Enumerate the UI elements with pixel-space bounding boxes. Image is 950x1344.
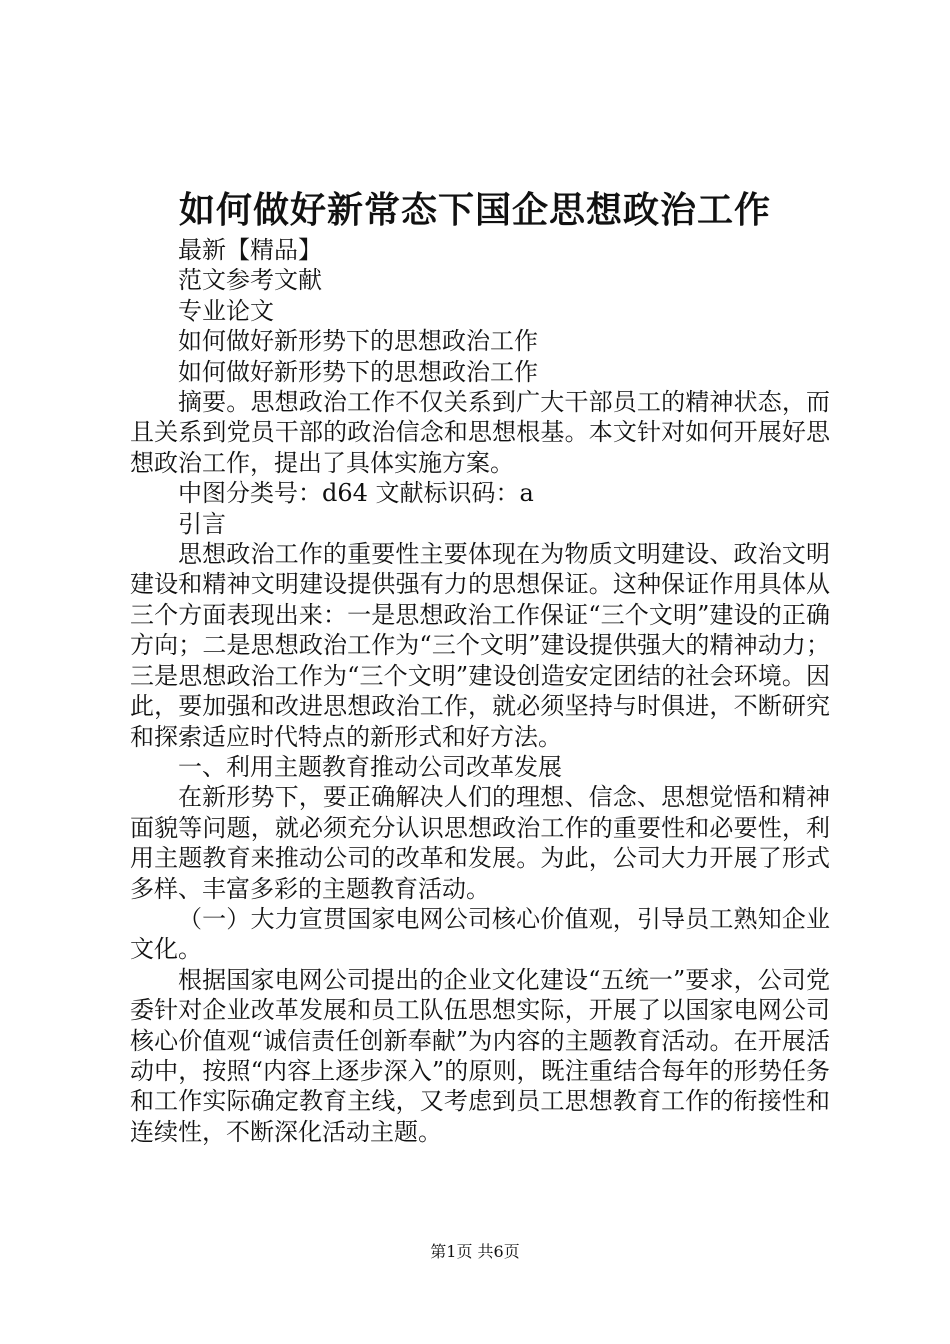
subsection-heading: （一）大力宣贯国家电网公司核心价值观，引导员工熟知企业文化。 bbox=[130, 904, 830, 964]
paragraph: 最新【精品】 bbox=[178, 236, 322, 264]
paragraph: 如何做好新形势下的思想政治工作 bbox=[178, 357, 538, 386]
paragraph: 如何做好新形势下的思想政治工作 bbox=[178, 327, 538, 356]
paragraph: 根据国家电网公司提出的企业文化建设“五统一”要求，公司党委针对企业改革发展和员工队伍思想实际，开展了以国家电网公司核心价值观“诚信责任创新奉献”为内容的主题教育活动。在开展活动中，按照“内容上逐步深入”的原则，既注重结合每年的形势任务和工作实际确定教育主线，又考虑到员工思想教育工作的衔接性和连续性，不断深化活动主题。 bbox=[130, 965, 830, 1146]
section-heading-introduction: 引言 bbox=[178, 509, 226, 538]
abstract-paragraph: 摘要。思想政治工作不仅关系到广大干部员工的精神状态，而且关系到党员干部的政治信念和思想根基。本文针对如何开展好思想政治工作，提出了具体实施方案。 bbox=[130, 388, 830, 477]
section-heading: 一、利用主题教育推动公司改革发展 bbox=[178, 752, 562, 781]
paragraph: 专业论文 bbox=[178, 296, 274, 325]
page-footer: 第1页 共6页 bbox=[430, 1242, 520, 1261]
document-title: 如何做好新常态下国企思想政治工作 bbox=[178, 189, 771, 231]
paragraph: 范文参考文献 bbox=[178, 266, 322, 295]
paragraph: 在新形势下，要正确解决人们的理想、信念、思想觉悟和精神面貌等问题，就必须充分认识思想政治工作的重要性和必要性，利用主题教育来推动公司的改革和发展。为此，公司大力开展了形式多样、丰富多彩的主题教育活动。 bbox=[130, 783, 830, 903]
paragraph: 思想政治工作的重要性主要体现在为物质文明建设、政治文明建设和精神文明建设提供强有力的思想保证。这种保证作用具体从三个方面表现出来：一是思想政治工作保证“三个文明”建设的正确方向；二是思想政治工作为“三个文明”建设提供强大的精神动力；三是思想政治工作为“三个文明”建设创造安定团结的社会环境。因此，要加强和改进思想政治工作，就必须坚持与时俱进，不断研究和探索适应时代特点的新形式和好方法。 bbox=[130, 540, 830, 751]
classification-line: 中图分类号：d64 文献标识码：a bbox=[178, 479, 534, 508]
document-body bbox=[130, 235, 830, 1147]
